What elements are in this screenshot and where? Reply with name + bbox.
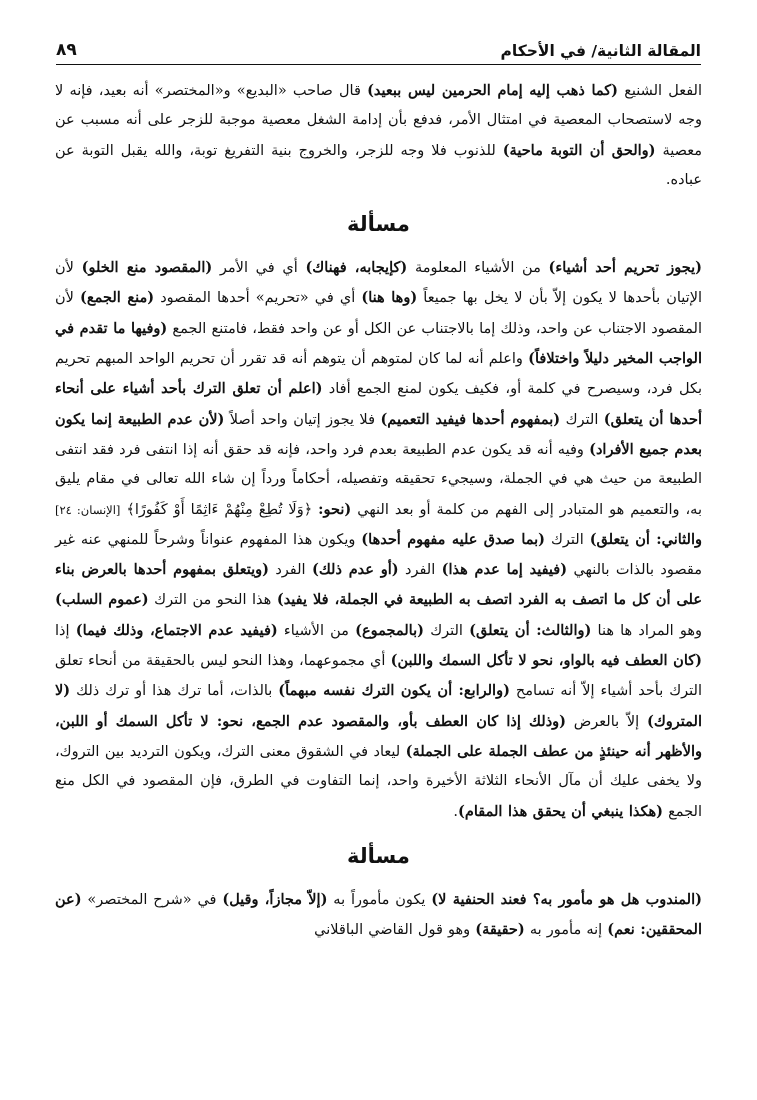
bold-text: (كان العطف فيه بالواو، نحو لا تأكل السمك واللبن) xyxy=(390,652,702,670)
commentary-text: الترك xyxy=(545,531,590,548)
bold-text: (المندوب هل هو مأمور به؟ فعند الحنفية لا) xyxy=(431,890,702,908)
bold-text: (إلاّ مجازاً، وقيل) xyxy=(222,890,328,908)
paragraph-continuation xyxy=(55,76,702,195)
bold-text: (حقيقة) xyxy=(475,921,525,939)
bold-text: (عن المحققين: نعم) xyxy=(55,890,702,939)
bold-text: (لا المتروك) xyxy=(55,682,702,730)
bold-text: (والثالث: أن يتعلق) xyxy=(469,621,592,639)
section-heading-2: مسألة xyxy=(347,843,410,868)
bold-text: (هكذا ينبغي أن يحقق هذا المقام) xyxy=(458,802,663,820)
commentary-text: أي في «تحريم» أحدها المقصود xyxy=(154,290,362,307)
bold-text: (نحو: xyxy=(318,500,352,518)
commentary-text: الفعل الشنيع xyxy=(618,83,702,99)
commentary-text: الترك xyxy=(560,411,604,428)
commentary-text: من الأشياء المعلومة xyxy=(407,260,549,277)
commentary-text: قال صاحب «البديع» و«المختصر» أنه بعيد، فإنه لا وجه لاستصحاب المعصية في امتثال الأمر، فدفع بأن إدامة الشغل معصية موجبة للزجر على أنه مسبب عن معصية xyxy=(55,83,702,159)
commentary-text: هذا النحو من الترك xyxy=(148,592,277,609)
commentary-text: وهو المراد ها هنا xyxy=(591,622,703,639)
bold-text: (عموم السلب) xyxy=(55,591,149,609)
commentary-text: أي مجموعهما، وهذا النحو ليس بالحقيقة من أنحاء تعلق الترك بأحد أشياء إلاّ أنه تسامح xyxy=(55,653,702,700)
commentary-text: ويكون هذا المفهوم عنواناً وشرحاً للمنهي عنه غير مقصود بالذات بالنهي xyxy=(55,531,702,579)
page-body xyxy=(55,76,702,945)
bold-text: (بما صدق عليه مفهوم أحدها) xyxy=(361,530,546,548)
commentary-text: إلاّ بالعرض xyxy=(566,713,647,730)
commentary-text: يكون مأموراً به xyxy=(327,891,432,908)
commentary-text: لأن الإتيان بأحدها لا يكون إلاّ بأن لا يخل بها جميعاً xyxy=(55,260,703,307)
bold-text: (يجوز تحريم أحد أشياء) xyxy=(548,259,702,277)
bold-text: (ويتعلق بمفهوم أحدها بالعرض بناء على أن كل ما اتصف به الفرد اتصف به الطبيعة في الجملة، فلا يفيد) xyxy=(55,561,702,609)
commentary-text: لأن المقصود الاجتناب عن واحد، وذلك إما بالاجتناب عن الكل أو عن واحد فقط، فامتنع الجمع xyxy=(55,290,702,337)
bold-text: (والرابع: أن يكون الترك نفسه مبهماً) xyxy=(278,682,510,700)
bold-text: والثاني: أن يتعلق) xyxy=(589,530,702,548)
commentary-text: . xyxy=(453,803,458,820)
bold-text: (كما ذهب إليه إمام الحرمين ليس ببعيد) xyxy=(367,82,619,99)
commentary-text: فلا يجوز إتيان واحد أصلاً xyxy=(224,411,381,428)
bold-text: (وذلك إذا كان العطف بأو، والمقصود عدم الجمع، نحو: لا تأكل السمك أو اللبن، والأظهر أنه حينئذٍ من عطف الجملة على الجملة) xyxy=(55,712,702,760)
page-number: ٨٩ xyxy=(56,40,77,60)
commentary-text: وهو قول القاضي الباقلاني xyxy=(314,922,476,939)
bold-text: (وها هنا) xyxy=(361,289,418,307)
bold-text: (بالمجموع) xyxy=(355,621,425,639)
bold-text: (لأن عدم الطبيعة إنما يكون بعدم جميع الأفراد) xyxy=(55,410,703,458)
commentary-text: ليعاد في الشقوق معنى الترك، ويكون الترديد بين التروك، ولا يخفى عليك أن مآل الأنحاء الثلاثة الأخيرة واحد، إنما التفاوت في الطرق، فإن المقصود في الكل منع الجمع xyxy=(55,743,702,820)
bold-text: (والحق أن التوبة ماحية) xyxy=(502,141,656,159)
bold-text: (وفيها ما تقدم في الواجب المخير دليلاً واختلافاً) xyxy=(55,319,702,368)
commentary-text: من الأشياء xyxy=(277,622,356,639)
commentary-text: إذا xyxy=(55,622,76,639)
bold-text: (المقصود منع الخلو) xyxy=(81,259,213,277)
bold-text: (فيفيد إما عدم هذا) xyxy=(441,561,568,579)
quran-verse: ﴿وَلَا تُطِعْ مِنْهُمْ ءَاثِمًا أَوْ كَفُورًا﴾ xyxy=(120,501,319,518)
commentary-text: للذنوب فلا وجه للزجر، والخروج بنية التفريغ توبة، والله يقبل التوبة عن عباده. xyxy=(55,142,702,188)
paragraph-recommended xyxy=(55,885,702,946)
commentary-text: الترك xyxy=(424,622,470,639)
commentary-text: الفرد xyxy=(398,562,442,579)
commentary-text: في «شرح المختصر» xyxy=(81,891,223,908)
commentary-text: أي في الأمر xyxy=(212,260,306,277)
paragraph-prohibition xyxy=(55,253,702,827)
commentary-text: الفرد xyxy=(268,562,312,579)
commentary-text: بالذات، أما ترك هذا أو ترك ذلك xyxy=(70,683,279,700)
bold-text: (كإيجابه، فهناك) xyxy=(305,259,408,277)
commentary-text: واعلم أنه لما كان لمتوهم أن يتوهم أنه قد تقرر أن تحريم الواحد المبهم تحريم بكل فرد، وسيصرح في كلمة أو، فكيف يكون لمنع الجمع أفاد xyxy=(55,351,702,398)
bold-text: (فيفيد عدم الاجتماع، وذلك فيما) xyxy=(75,621,278,639)
bold-text: (اعلم أن تعلق الترك بأحد أشياء على أنحاء أحدها أن يتعلق) xyxy=(55,380,702,428)
bold-text: (أو عدم ذلك) xyxy=(311,561,399,579)
bold-text: (بمفهوم أحدها فيفيد التعميم) xyxy=(380,410,561,428)
verse-citation: [الإنسان: ٢٤] xyxy=(55,502,121,517)
bold-text: (منع الجمع) xyxy=(80,289,155,307)
commentary-text: إنه مأمور به xyxy=(524,922,608,939)
page-header xyxy=(56,26,701,65)
running-head: المقالة الثانية/ في الأحكام xyxy=(500,42,701,60)
commentary-text: وفيه أنه قد يكون عدم الطبيعة بعدم فرد واحد، فإنه قد حقق أنه إذا انتفى فرد فقد انتفى الطبيعة من حيث هي في الجملة، وسيجيء تحقيقه وتفصيله، أحكاماً ورداً إن شاء الله تعالى في مقام يليق به، والتعميم هو المتبادر إلى الفهم من كلمة أو بعد النهي xyxy=(55,441,702,518)
section-heading-1: مسألة xyxy=(347,212,410,237)
